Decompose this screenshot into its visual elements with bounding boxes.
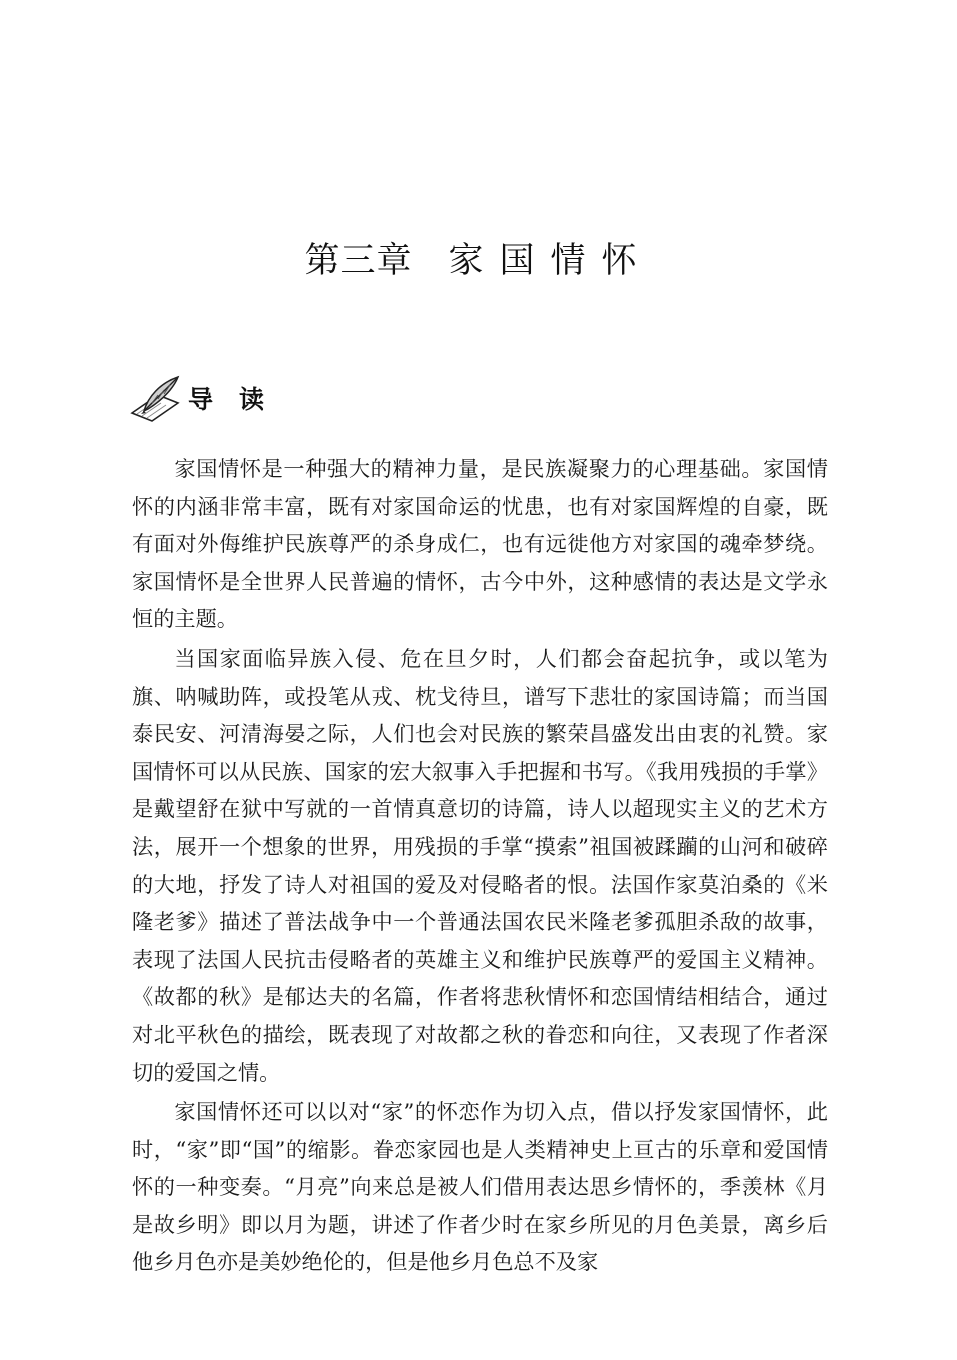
- section-heading: [128, 372, 290, 424]
- paragraph: 家国情怀还可以以对“家”的怀恋作为切入点，借以抒发家国情怀，此时，“家”即“国”的缩影。眷恋家园也是人类精神史上亘古的乐章和爱国情怀的一种变奏。“月亮”向来总是被人们借用表达思乡情怀的，季羡林《月是故乡明》即以月为题，讲述了作者少时在家乡所见的月色美景，离乡后他乡月色亦是美妙绝伦的，但是他乡月色总不及家: [132, 1099, 828, 1275]
- chapter-title: [0, 236, 957, 286]
- section-heading-label: 导读: [188, 385, 291, 414]
- paragraph: 当国家面临异族入侵、危在旦夕时，人们都会奋起抗争，或以笔为旗、呐喊助阵，或投笔从戎、枕戈待旦，谱写下悲壮的家国诗篇；而当国泰民安、河清海晏之际，人们也会对民族的繁荣昌盛发出由衷的礼赞。家国情怀可以从民族、国家的宏大叙事入手把握和书写。《我用残损的手掌》是戴望舒在狱中写就的一首情真意切的诗篇，诗人以超现实主义的艺术方法，展开一个想象的世界，用残损的手掌“摸索”祖国被蹂躏的山河和破碎的大地，抒发了诗人对祖国的爱及对侵略者的恨。法国作家莫泊桑的《米隆老爹》描述了普法战争中一个普通法国农民米隆老爹孤胆杀敌的故事，表现了法国人民抗击侵略者的英雄主义和维护民族尊严的爱国主义精神。《故都的秋》是郁达夫的名篇，作者将悲秋情怀和恋国情结相结合，通过对北平秋色的描绘，既表现了对故都之秋的眷恋和向往，又表现了作者深切的爱国之情。: [132, 645, 828, 1085]
- paragraph: 家国情怀是一种强大的精神力量，是民族凝聚力的心理基础。家国情怀的内涵非常丰富，既有对家国命运的忧患，也有对家国辉煌的自豪，既有面对外侮维护民族尊严的杀身成仁，也有远徙他方对家国的魂牵梦绕。家国情怀是全世界人民普遍的情怀，古今中外，这种感情的表达是文学永恒的主题。: [132, 456, 828, 632]
- chapter-number: 第三章: [304, 241, 413, 281]
- quill-pen-icon: [128, 373, 182, 423]
- body-text: [132, 450, 828, 1283]
- chapter-name: 家国情怀: [448, 241, 653, 281]
